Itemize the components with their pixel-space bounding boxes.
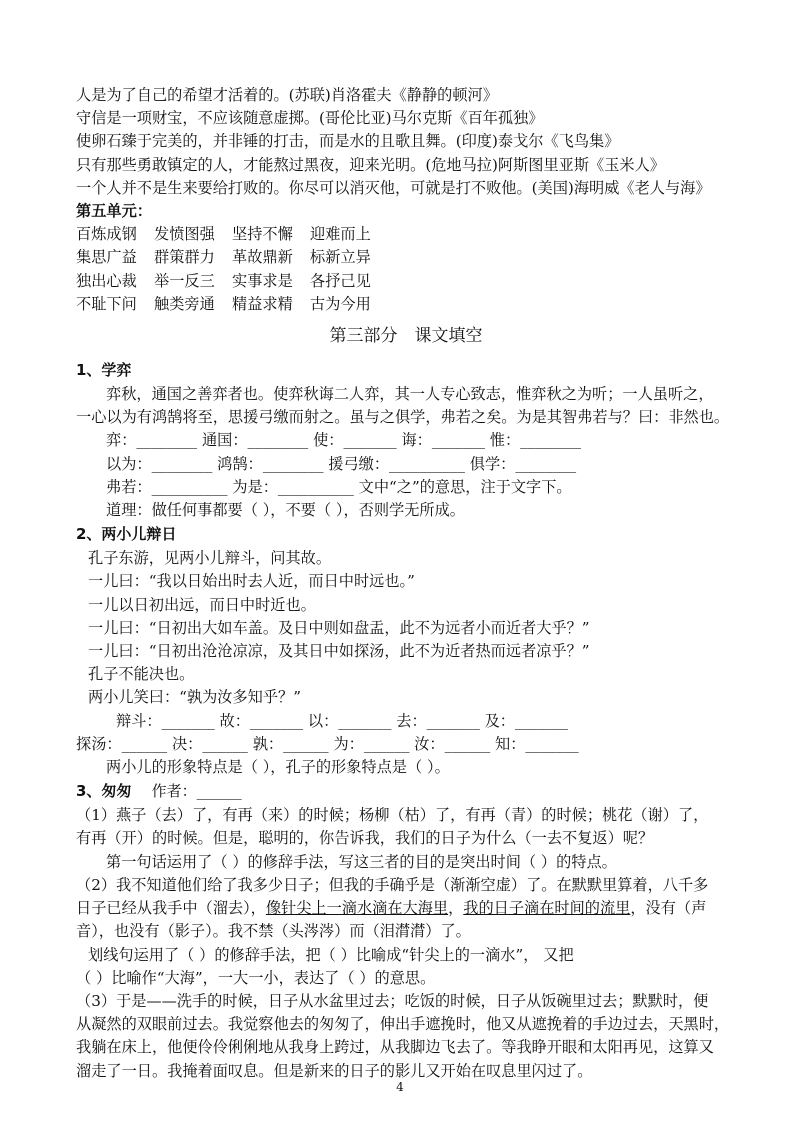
idiom: 举一反三 — [154, 271, 215, 290]
section-liangxiaoer — [76, 522, 736, 779]
passage-line: 一心以为有鸿鹄将至，思援弓缴而射之。虽与之俱学，弗若之矣。为是其智弗若与？曰：非然也。 — [76, 408, 730, 427]
idiom: 各抒己见 — [310, 271, 371, 290]
underlined-sentence: 我的日子滴在时间的流里 — [463, 899, 631, 918]
unit5-block — [76, 200, 736, 316]
idiom: 迎难而上 — [310, 225, 371, 244]
passage-line: 有再（开）的时候。但是，聪明的，你告诉我，我们的日子为什么（一去不复返）呢？ — [76, 829, 654, 848]
passage-line: 一儿以日初出远，而日中时近也。 — [88, 595, 316, 614]
idiom: 坚持不懈 — [232, 225, 293, 244]
quote-line: 守信是一项财宝，不应该随意虚掷。(哥伦比亚)马尔克斯《百年孤独》 — [76, 109, 544, 128]
fill-blank-line: 两小儿的形象特点是（ ），孔子的形象特点是（ ）。 — [106, 758, 450, 777]
passage-line: （3）于是——洗手的时候，日子从水盆里过去；吃饭的时候，日子从饭碗里过去；默默时，便 — [76, 991, 709, 1010]
text-run: ， — [448, 899, 464, 918]
passage-line: 一儿曰：“日初出大如车盖。及日中则如盘盂，此不为远者小而近者大乎？” — [88, 618, 590, 637]
section-xueyi — [76, 358, 736, 522]
idiom: 百炼成钢 — [76, 225, 137, 244]
idiom: 不耻下问 — [76, 294, 137, 313]
section-heading: 1、学弈 — [76, 361, 132, 380]
idiom-row — [76, 270, 736, 293]
fill-blank-line: 弈：________ 通国：________ 使：_______ 诲：_______ 惟：________ — [106, 431, 581, 450]
passage-line: 从凝然的双眼前过去。我觉察他去的匆匆了，伸出手遮挽时，他又从遮挽着的手边过去，天黑时， — [76, 1015, 730, 1034]
idiom-row — [76, 246, 736, 269]
author-blank: 作者：______ — [151, 782, 242, 801]
idiom: 独出心裁 — [76, 271, 137, 290]
passage-line: 孔子不能决也。 — [88, 665, 195, 684]
passage-line: （2）我不知道他们给了我多少日子；但我的手确乎是（渐渐空虚）了。在默默里算着，八千多 — [76, 875, 709, 894]
idiom: 古为今用 — [310, 294, 371, 313]
page-number: 4 — [396, 1080, 404, 1094]
underlined-sentence: 像针尖上一滴水滴在大海里 — [265, 899, 449, 918]
passage-line: 弈秋，通国之善弈者也。使弈秋诲二人弈，其一人专心致志，惟弈秋之为听；一人虽听之， — [106, 385, 714, 404]
part3-title: 第三部分 课文填空 — [329, 326, 483, 347]
idiom-row — [76, 293, 736, 316]
section-congcong — [76, 779, 736, 1082]
idiom: 革故鼎新 — [232, 248, 293, 267]
idiom: 标新立异 — [310, 248, 371, 267]
passage-line: 我躺在床上，他便伶伶俐俐地从我身上跨过，从我脚边飞去了。等我睁开眼和太阳再见，这算又 — [76, 1038, 714, 1057]
question-line: 第一句话运用了（ ）的修辞手法，写这三者的目的是突出时间（ ）的特点。 — [106, 852, 617, 871]
passage-line: 音），也没有（影子）。我不禁（头涔涔）而（泪潸潸）了。 — [76, 922, 471, 941]
quote-line: 一个人并不是生来要给打败的。你尽可以消灭他，可就是打不败他。(美国)海明威《老人与海》 — [76, 178, 711, 197]
idiom: 精益求精 — [232, 294, 293, 313]
question-line: 划线句运用了（ ）的修辞手法，把（ ）比喻成“针尖上的一滴水”， 又把 — [88, 945, 574, 964]
fill-blank-line: 道理：做任何事都要（ ），不要（ ），否则学无所成。 — [106, 501, 465, 520]
quote-line: 使卵石臻于完美的，并非锤的打击，而是水的且歌且舞。(印度)泰戈尔《飞鸟集》 — [76, 132, 620, 151]
passage-line: 两小儿笑曰：“孰为汝多知乎？” — [88, 688, 301, 707]
passage-line: 溜走了一日。我掩着面叹息。但是新来的日子的影儿又开始在叹息里闪过了。 — [76, 1061, 593, 1080]
section-title: 3、匆匆 — [76, 782, 132, 801]
idiom: 群策群力 — [154, 248, 215, 267]
fill-blank-line: 以为：________ 鸿鹄：________ 援弓缴：__________ 俱学：________ — [106, 454, 577, 473]
idiom: 触类旁通 — [154, 294, 215, 313]
passage-line — [76, 897, 736, 920]
idiom: 集思广益 — [76, 248, 137, 267]
quote-line: 人是为了自己的希望才活着的。(苏联)肖洛霍夫《静静的顿河》 — [76, 86, 498, 104]
idiom: 实事求是 — [232, 271, 293, 290]
passage-line: 孔子东游，见两小儿辩斗，问其故。 — [88, 549, 331, 568]
passage-line: 一儿曰：“我以日始出时去人近，而日中时远也。” — [88, 572, 415, 591]
section-heading — [76, 779, 736, 804]
unit5-heading: 第五单元： — [76, 202, 152, 221]
fill-blank-line: 探汤：______ 决：______ 孰：______ 为：______ 汝：______ 知：_______ — [76, 734, 579, 753]
idiom-row — [76, 223, 736, 246]
passage-line: 一儿曰：“日初出沧沧凉凉，及其日中如探汤，此不为近者热而远者凉乎？” — [88, 642, 590, 661]
section-heading: 2、两小儿辩日 — [76, 525, 177, 544]
fill-blank-line: 辩斗：_______ 故：_______ 以：_______ 去：_______ 及：_______ — [116, 711, 569, 730]
fill-blank-line: 弗若：__________ 为是：__________ 文中“之”的意思，注于文字下。 — [106, 477, 572, 496]
quote-line: 只有那些勇敢镇定的人，才能熬过黑夜，迎来光明。(危地马拉)阿斯图里亚斯《玉米人》 — [76, 155, 665, 174]
document-page — [76, 84, 736, 1083]
passage-line: （1）燕子（去）了，有再（来）的时候；杨柳（枯）了，有再（青）的时候；桃花（谢）了， — [76, 806, 709, 825]
quotes-block — [76, 84, 736, 200]
idiom: 发愤图强 — [154, 225, 215, 244]
question-line: （ ）比喻作“大海”，一大一小，表达了（ ）的意思。 — [76, 968, 436, 987]
text-run: ，没有（声 — [630, 899, 707, 918]
text-run: 日子已经从我手中（溜去）， — [76, 899, 266, 918]
